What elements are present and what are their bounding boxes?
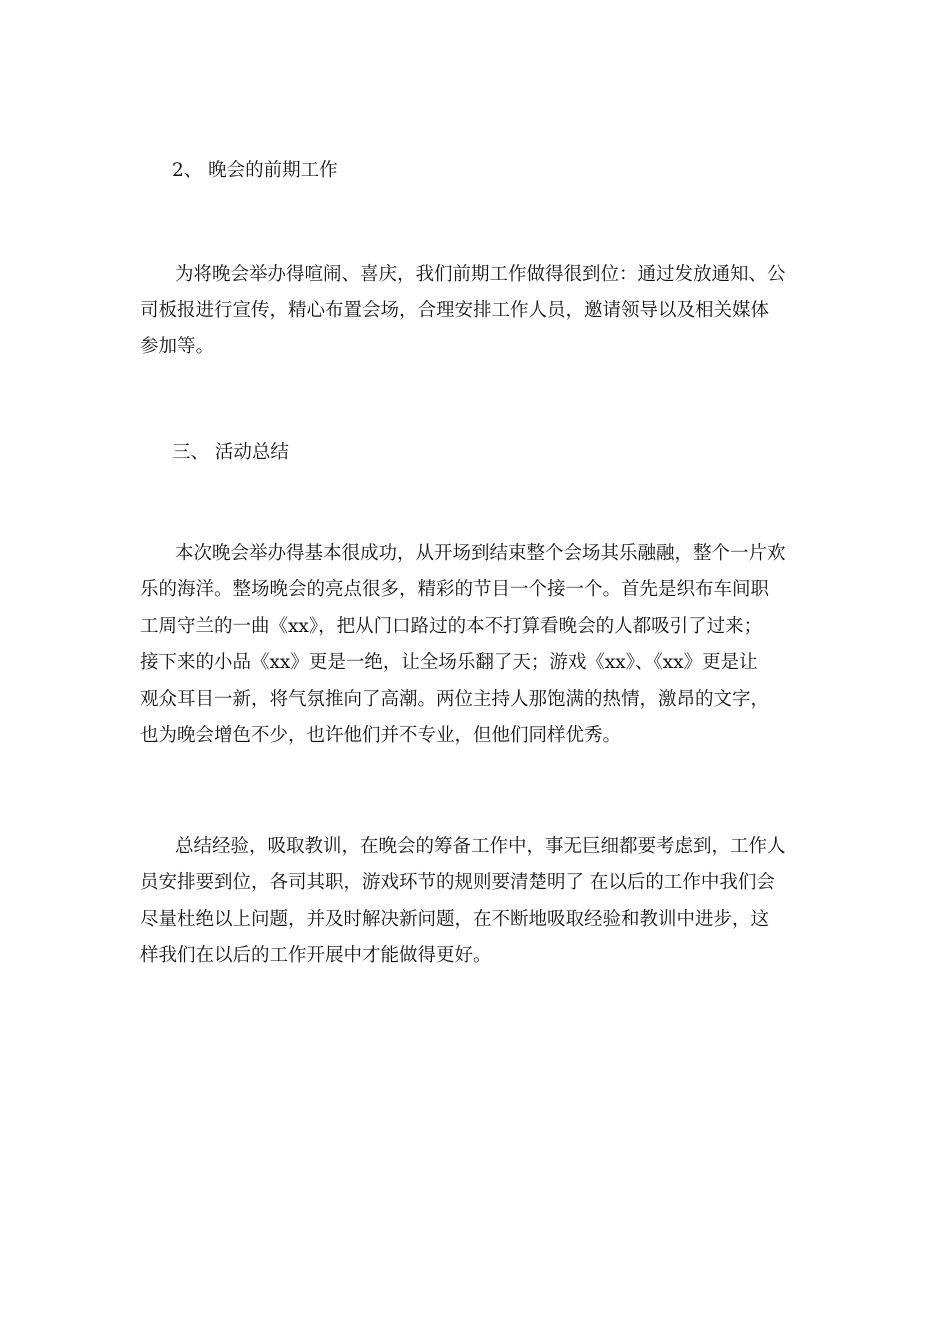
paragraph-line: 为将晚会举办得喧闹、喜庆，我们前期工作做得很到位：通过发放通知、公 — [175, 264, 786, 285]
paragraph-line: 观众耳目一新，将气氛推向了高潮。两位主持人那饱满的热情，激昂的文字， — [140, 689, 770, 710]
paragraph-line: 也为晚会增色不少，也许他们并不专业，但他们同样优秀。 — [140, 725, 622, 746]
paragraph-line: 乐的海洋。整场晚会的亮点很多，精彩的节目一个接一个。首先是织布车间职 — [140, 579, 770, 600]
paragraph-line: 样我们在以后的工作开展中才能做得更好。 — [140, 945, 492, 966]
paragraph-line: 总结经验，吸取教训，在晚会的筹备工作中，事无巨细都要考虑到，工作人 — [175, 836, 786, 857]
paragraph-line: 本次晚会举办得基本很成功，从开场到结束整个会场其乐融融，整个一片欢 — [175, 543, 786, 564]
section-heading-2: 2、 晚会的前期工作 — [172, 160, 338, 181]
paragraph-line: 尽量杜绝以上问题，并及时解决新问题，在不断地吸取经验和教训中进步，这 — [140, 909, 770, 930]
paragraph-line: 接下来的小品《xx》更是一绝，让全场乐翻了天；游戏《xx》、《xx》更是让 — [140, 652, 758, 673]
paragraph-line: 员安排要到位，各司其职，游戏环节的规则要清楚明了 在以后的工作中我们会 — [140, 872, 775, 893]
paragraph-line: 参加等。 — [140, 336, 215, 357]
paragraph-line: 司板报进行宣传，精心布置会场，合理安排工作人员，邀请领导以及相关媒体 — [140, 300, 770, 321]
section-heading-3: 三、 活动总结 — [172, 442, 289, 463]
paragraph-line: 工周守兰的一曲《xx》，把从门口路过的本不打算看晚会的人都吸引了过来； — [140, 616, 763, 637]
